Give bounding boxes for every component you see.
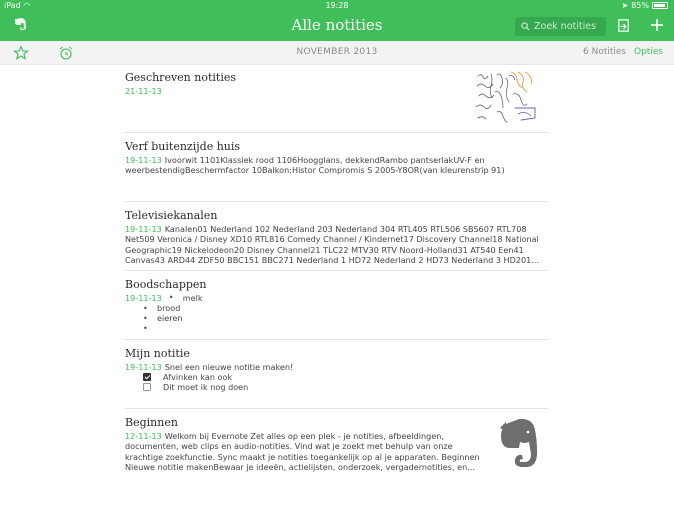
add-note-icon[interactable] (649, 17, 665, 33)
evernote-elephant-logo (497, 416, 543, 470)
month-header: NOVEMBER 2013 (296, 47, 378, 57)
search-placeholder: Zoek notities (534, 21, 597, 32)
status-bar (0, 0, 674, 12)
note-date: 19-11-13 (125, 224, 162, 234)
list-item: • brood (143, 303, 181, 314)
shopping-list (143, 303, 548, 333)
handwriting-thumbnail (473, 70, 539, 128)
sub-toolbar (0, 41, 674, 65)
note-item[interactable] (125, 278, 548, 333)
wifi-icon: ◠ (23, 1, 31, 10)
device-label: iPad ◠ (4, 1, 31, 10)
checked-checkbox[interactable] (143, 373, 151, 381)
note-snippet: Ivoorwit 1101Klassiek rood 1106Hoogglans, dekkendRambo pantserlakUV-F en weerbestendigBeschermfactor 10Balkon:Histor Compromis S 2005-Y8OR(van kleurenstrip 91) (125, 155, 505, 176)
note-date: 21-11-13 (125, 86, 162, 96)
divider (125, 132, 548, 133)
note-title: Boodschappen (125, 278, 207, 291)
location-icon: ➤ (621, 1, 629, 10)
battery-percent: 85% (631, 1, 649, 10)
note-date: 12-11-13 (125, 431, 162, 441)
note-title: Beginnen (125, 416, 178, 429)
divider (125, 270, 548, 271)
bullet-icon: • (143, 313, 148, 323)
share-icon[interactable] (616, 18, 631, 33)
navigation-bar (0, 0, 674, 41)
list-item: melk (182, 293, 203, 303)
note-item[interactable] (125, 140, 548, 176)
list-item: • eieren (143, 313, 183, 324)
status-right (622, 1, 668, 10)
note-title: Geschreven notities (125, 71, 236, 84)
divider (125, 408, 548, 409)
note-snippet: Snel een nieuwe notitie maken! (164, 362, 294, 372)
note-item[interactable] (125, 416, 480, 472)
unchecked-checkbox[interactable] (143, 383, 151, 391)
checklist-item[interactable]: Dit moet ik nog doen (143, 382, 548, 392)
status-time: 19:28 (325, 1, 349, 10)
note-date: 19-11-13 (125, 362, 162, 372)
note-count: 6 Notities (583, 47, 627, 57)
note-title: Televisiekanalen (125, 209, 218, 222)
search-input[interactable] (515, 17, 606, 36)
list-item (143, 323, 548, 333)
options-button[interactable]: Opties (634, 47, 664, 57)
page-title: Alle notities (291, 16, 383, 34)
bullet-icon: • (168, 293, 174, 302)
note-snippet: Kanalen01 Nederland 102 Nederland 203 Nederland 304 RTL405 RTL506 SBS607 RTL708 Net509 Veronica / Disney XD10 RTL816 Comedy Channel / Kindernet17 Discovery Channel18 National Geographic19 Nickelodeon20 Disney Channel21 TLC22 MTV30 RTV Noord-Holland31 AT540 Een41 Canvas43 ARD44 ZDF50 BBC151 BBC271 Nederland 1 HD72 Nederland 2 HD73 Nederland 3 HD201... (125, 224, 540, 265)
note-snippet: Welkom bij Evernote Zet alles op een plek - je notities, afbeeldingen, documenten, web clips en audio-notities. Vind wat je zoekt met behulp van onze krachtige zoekfunctie. Sync maakt je notities toegankelijk op al je apparaten. Beginnen Nieuwe notitie makenBewaar je ideeën, actielijsten, onderzoek, vergadernotities, en... (125, 431, 480, 472)
note-item[interactable] (125, 347, 548, 392)
note-date: 19-11-13 (125, 155, 162, 165)
note-title: Mijn notitie (125, 347, 190, 360)
checklist-item[interactable]: Afvinken kan ook (143, 372, 548, 382)
divider (125, 339, 548, 340)
note-item[interactable] (125, 209, 548, 265)
bullet-icon: • (143, 303, 148, 313)
note-date: 19-11-13 (125, 293, 162, 303)
divider (125, 201, 548, 202)
note-title: Verf buitenzijde huis (125, 140, 241, 153)
bullet-icon: • (143, 323, 148, 333)
search-icon (521, 22, 530, 31)
battery-icon (652, 2, 668, 9)
